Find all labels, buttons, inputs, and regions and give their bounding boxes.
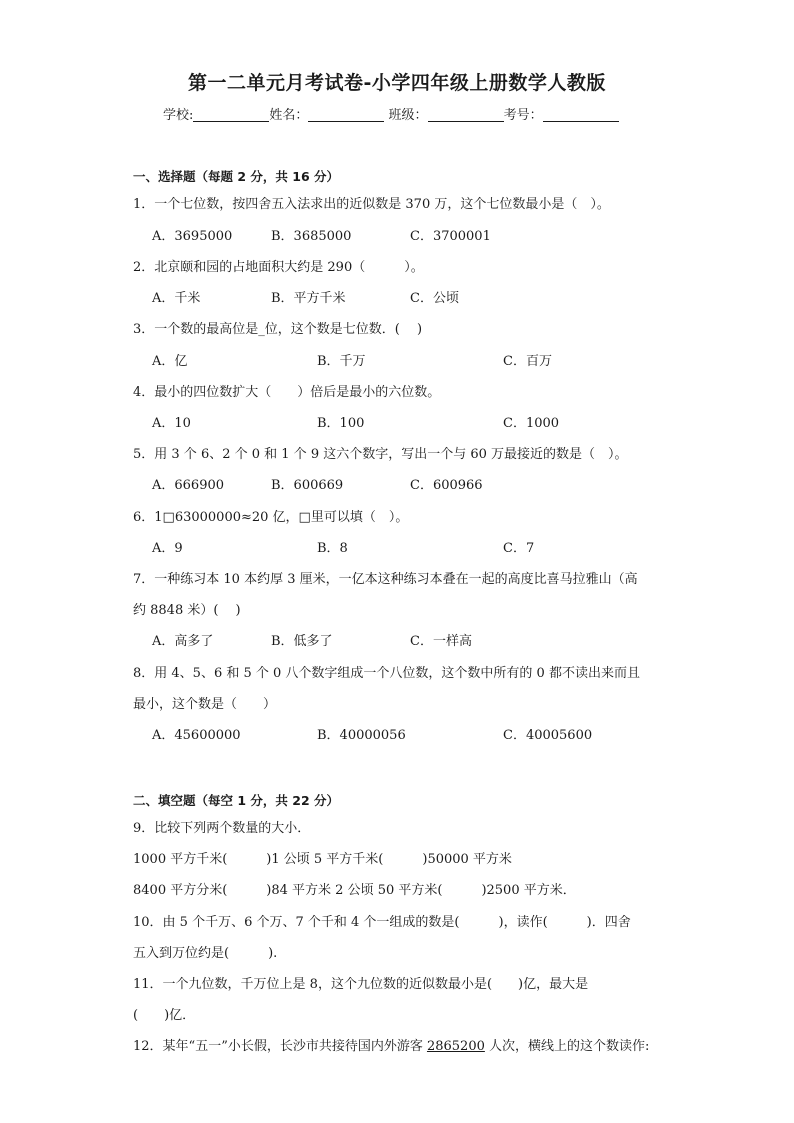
- q4-option-c[interactable]: C．1000: [503, 416, 560, 431]
- q4-option-b[interactable]: B．100: [317, 416, 365, 431]
- question-10-cont: 五入到万位约是( ).: [133, 946, 278, 961]
- number-blank[interactable]: [543, 107, 619, 122]
- q3-option-a[interactable]: A．亿: [152, 354, 188, 369]
- question-9-line1: 1000 平方千米( )1 公顷 5 平方千米( )50000 平方米: [133, 852, 512, 867]
- q12-text-post: 人次，横线上的这个数读作:: [484, 1039, 650, 1054]
- number-label: 考号：: [503, 108, 543, 123]
- question-9-line2: 8400 平方分米( )84 平方米 2 公顷 50 平方米( )2500 平方米．: [133, 883, 576, 898]
- question-8-cont: 最小，这个数是（ ）: [133, 697, 277, 712]
- name-blank[interactable]: [308, 107, 384, 122]
- question-1: 1．一个七位数，按四舍五入法求出的近似数是 370 万，这个七位数最小是（ ）。: [133, 197, 610, 212]
- q12-underlined-number: 2865200: [426, 1039, 485, 1054]
- question-9: 9．比较下列两个数量的大小．: [133, 821, 311, 836]
- question-8: 8．用 4、5、6 和 5 个 0 八个数字组成一个八位数，这个数中所有的 0 都不读出来而且: [133, 666, 640, 681]
- question-2: 2．北京颐和园的占地面积大约是 290（ ）。: [133, 260, 424, 275]
- question-11-cont: ( )亿．: [133, 1008, 196, 1023]
- q2-option-c[interactable]: C．公顷: [410, 291, 459, 306]
- section-heading-fill: 二、填空题（每空 1 分，共 22 分）: [133, 793, 340, 808]
- student-info-line: [163, 104, 619, 123]
- q7-option-b[interactable]: B．低多了: [271, 634, 333, 649]
- q2-option-b[interactable]: B．平方千米: [271, 291, 346, 306]
- section-heading-choice: 一、选择题（每题 2 分，共 16 分）: [133, 169, 340, 184]
- q1-option-c[interactable]: C．3700001: [410, 229, 491, 244]
- question-10: 10．由 5 个千万、6 个万、7 个千和 4 个一组成的数是( )，读作( )．四舍: [133, 915, 631, 930]
- name-label: 姓名：: [269, 108, 309, 123]
- q6-option-a[interactable]: A．9: [152, 541, 183, 556]
- q7-option-c[interactable]: C．一样高: [410, 634, 472, 649]
- q8-option-b[interactable]: B．40000056: [317, 728, 406, 743]
- q5-option-a[interactable]: A．666900: [152, 478, 225, 493]
- q1-option-a[interactable]: A．3695000: [152, 229, 233, 244]
- question-4: 4．最小的四位数扩大（ ）倍后是最小的六位数。: [133, 385, 441, 400]
- class-blank[interactable]: [428, 107, 504, 122]
- q4-option-a[interactable]: A．10: [152, 416, 191, 431]
- q5-option-b[interactable]: B．600669: [271, 478, 344, 493]
- q5-option-c[interactable]: C．600966: [410, 478, 483, 493]
- q12-text-pre: 12．某年“五一”小长假，长沙市共接待国内外游客: [133, 1039, 427, 1054]
- q6-option-c[interactable]: C．7: [503, 541, 535, 556]
- question-7: 7．一种练习本 10 本约厚 3 厘米，一亿本这种练习本叠在一起的高度比喜马拉雅山（高: [133, 572, 638, 587]
- q8-option-c[interactable]: C．40005600: [503, 728, 593, 743]
- q6-option-b[interactable]: B．8: [317, 541, 348, 556]
- q3-option-b[interactable]: B．千万: [317, 354, 366, 369]
- q3-option-c[interactable]: C．百万: [503, 354, 552, 369]
- question-7-cont: 约 8848 米）( ): [133, 603, 241, 618]
- q2-option-a[interactable]: A．千米: [152, 291, 201, 306]
- question-12: [133, 1035, 649, 1054]
- q8-option-a[interactable]: A．45600000: [152, 728, 241, 743]
- question-3: 3．一个数的最高位是_位，这个数是七位数．( ): [133, 322, 423, 337]
- school-blank[interactable]: [193, 107, 269, 122]
- question-11: 11．一个九位数，千万位上是 8，这个九位数的近似数最小是( )亿，最大是: [133, 977, 589, 992]
- question-6: 6．1□63000000≈20 亿，□里可以填（ ）。: [133, 510, 409, 525]
- q1-option-b[interactable]: B．3685000: [271, 229, 352, 244]
- q7-option-a[interactable]: A．高多了: [152, 634, 214, 649]
- page-title: 第一二单元月考试卷-小学四年级上册数学人教版: [188, 72, 606, 94]
- question-5: 5．用 3 个 6、2 个 0 和 1 个 9 这六个数字，写出一个与 60 万最接近的数是（ ）。: [133, 447, 628, 462]
- class-label: 班级：: [388, 108, 428, 123]
- school-label: 学校:: [163, 108, 194, 123]
